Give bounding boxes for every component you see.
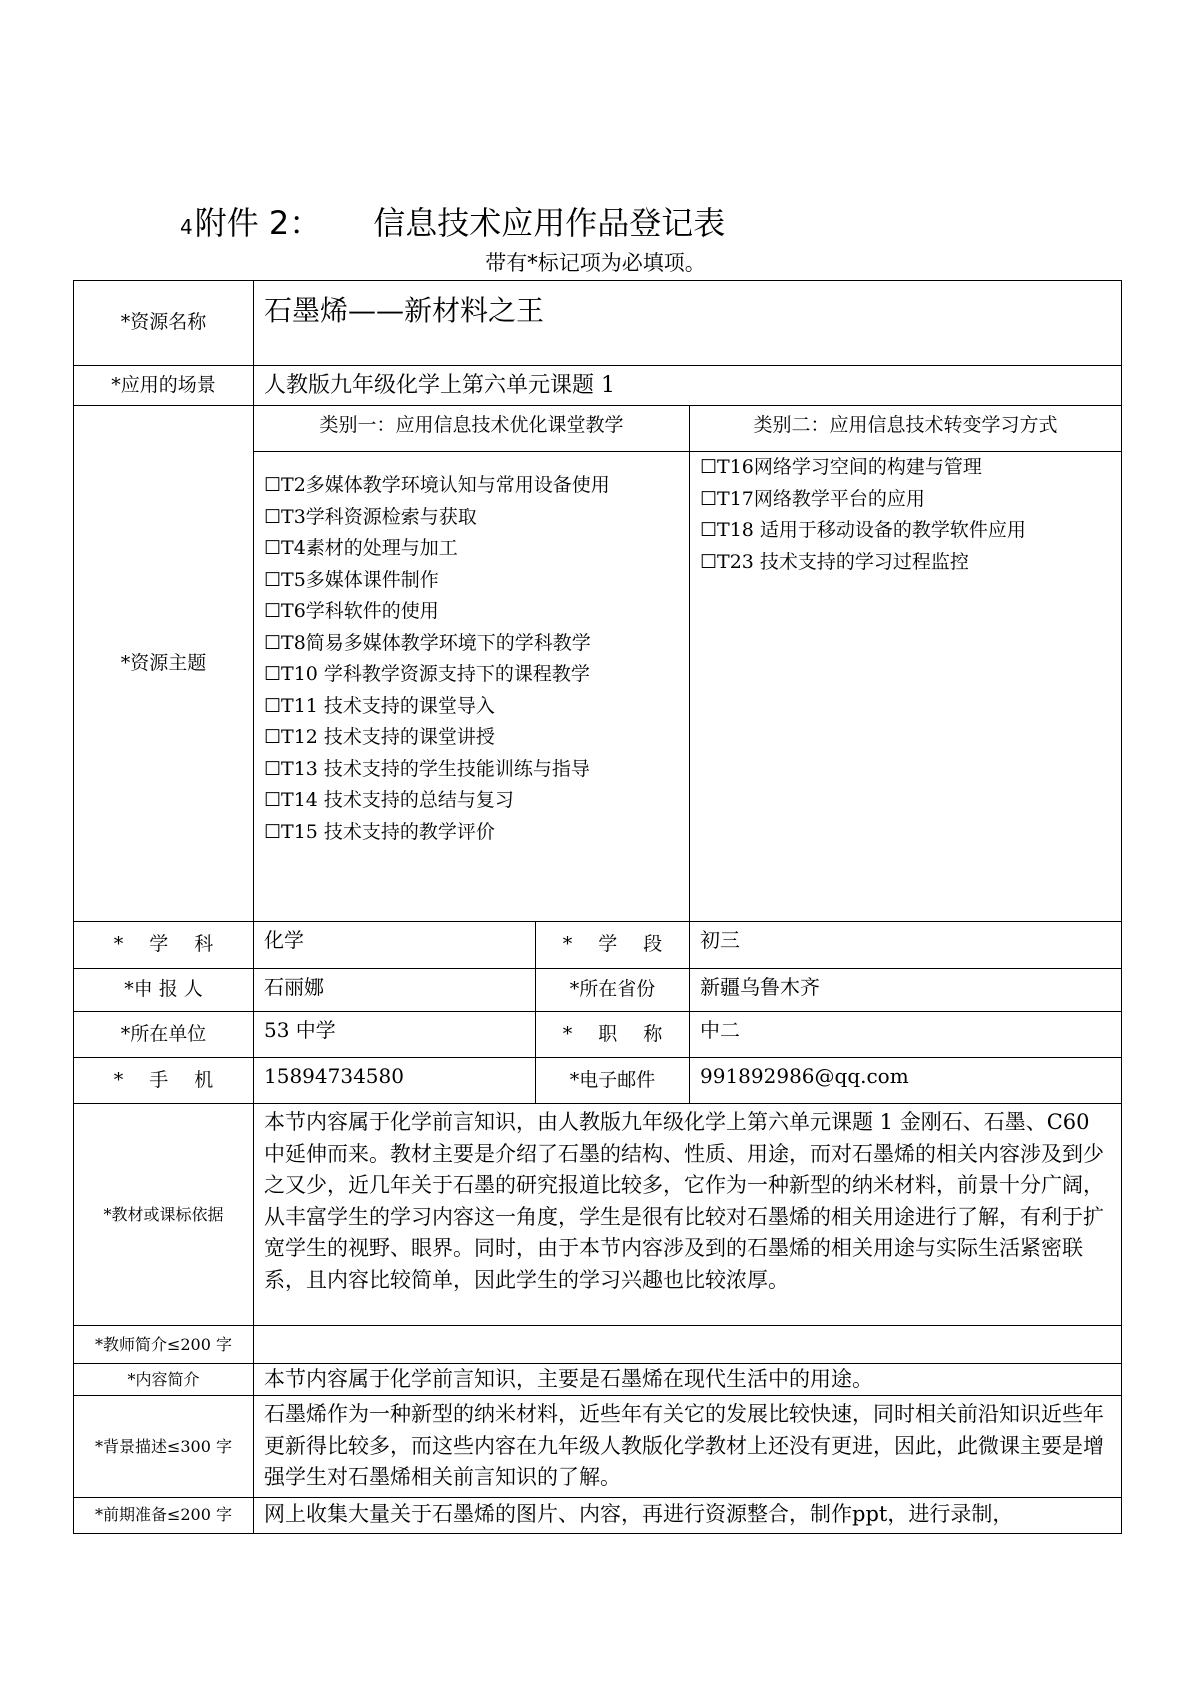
label-title-rank: *职称	[536, 1012, 690, 1058]
label-background: *背景描述≤300 字	[74, 1396, 254, 1498]
label-teacher-intro: *教师简介≤200 字	[74, 1326, 254, 1364]
field-resource-name[interactable]: 石墨烯——新材料之王	[254, 281, 1122, 366]
label-topics: *资源主题	[74, 406, 254, 922]
label-email: *电子邮件	[536, 1058, 690, 1104]
row-content-intro	[74, 1364, 1122, 1396]
topic-option[interactable]: ☐T18 适用于移动设备的教学软件应用	[700, 519, 1026, 541]
form-header	[180, 198, 725, 244]
label-subject: *学科	[74, 922, 254, 969]
topic-option[interactable]: ☐T8简易多媒体教学环境下的学科教学	[264, 631, 591, 654]
form-title: 信息技术应用作品登记表	[373, 204, 726, 242]
topic-option[interactable]: ☐T15 技术支持的教学评价	[264, 820, 495, 843]
topic-option[interactable]: ☐T13 技术支持的学生技能训练与指导	[264, 757, 590, 780]
topic-option[interactable]: ☐T17网络教学平台的应用	[700, 487, 925, 510]
row-applicant	[74, 969, 1122, 1012]
page-number: 4	[180, 215, 193, 239]
row-basis	[74, 1104, 1122, 1326]
row-preparation	[74, 1497, 1122, 1533]
topic-option[interactable]: ☐T6学科软件的使用	[264, 600, 439, 622]
field-content-intro[interactable]: 本节内容属于化学前言知识，主要是石墨烯在现代生活中的用途。	[254, 1364, 1122, 1396]
field-unit[interactable]: 53 中学	[254, 1012, 536, 1058]
row-teacher-intro	[74, 1326, 1122, 1364]
category2-options	[690, 452, 1122, 922]
label-resource-name: *资源名称	[74, 281, 254, 366]
label-applicant: *申 报 人	[74, 969, 254, 1012]
row-resource-name	[74, 281, 1122, 366]
topic-option[interactable]: ☐T14 技术支持的总结与复习	[264, 789, 514, 811]
category1-title: 类别一：应用信息技术优化课堂教学	[254, 406, 690, 452]
attachment-label: 附件 2：	[194, 204, 322, 242]
label-preparation: *前期准备≤200 字	[74, 1497, 254, 1533]
label-scenario: *应用的场景	[74, 366, 254, 406]
label-province: *所在省份	[536, 969, 690, 1012]
registration-form	[73, 280, 1122, 1534]
label-unit: *所在单位	[74, 1012, 254, 1058]
field-title-rank[interactable]: 中二	[690, 1012, 1122, 1058]
topic-option[interactable]: ☐T16网络学习空间的构建与管理	[700, 456, 982, 478]
field-teacher-intro[interactable]	[254, 1326, 1122, 1364]
label-phone: *手机	[74, 1058, 254, 1104]
row-subject	[74, 922, 1122, 969]
row-background	[74, 1396, 1122, 1498]
field-preparation[interactable]: 网上收集大量关于石墨烯的图片、内容，再进行资源整合，制作ppt，进行录制，	[254, 1497, 1122, 1533]
topic-option[interactable]: ☐T4素材的处理与加工	[264, 537, 458, 559]
label-content-intro: *内容简介	[74, 1364, 254, 1396]
row-phone	[74, 1058, 1122, 1104]
category2-title: 类别二：应用信息技术转变学习方式	[690, 406, 1122, 452]
row-unit	[74, 1012, 1122, 1058]
topic-option[interactable]: ☐T11 技术支持的课堂导入	[264, 694, 495, 717]
field-stage[interactable]: 初三	[690, 922, 1122, 969]
field-province[interactable]: 新疆乌鲁木齐	[690, 969, 1122, 1012]
required-note: 带有*标记项为必填项。	[485, 251, 706, 275]
field-scenario[interactable]: 人教版九年级化学上第六单元课题 1	[254, 366, 1122, 406]
topic-option[interactable]: ☐T10 学科教学资源支持下的课程教学	[264, 663, 590, 685]
field-phone[interactable]: 15894734580	[254, 1058, 536, 1104]
topic-option[interactable]: ☐T3学科资源检索与获取	[264, 505, 477, 528]
row-scenario	[74, 366, 1122, 406]
topic-option[interactable]: ☐T23 技术支持的学习过程监控	[700, 550, 969, 573]
field-background[interactable]: 石墨烯作为一种新型的纳米材料，近些年有关它的发展比较快速，同时相关前沿知识近些年更新得比较多，而这些内容在九年级人教版化学教材上还没有更进，因此，此微课主要是增强学生对石墨烯相关前言知识的了解。	[254, 1396, 1122, 1498]
category1-options	[254, 452, 690, 922]
row-topics-header	[74, 406, 1122, 452]
label-basis: *教材或课标依据	[74, 1104, 254, 1326]
field-subject[interactable]: 化学	[254, 922, 536, 969]
topic-option[interactable]: ☐T2多媒体教学环境认知与常用设备使用	[264, 474, 610, 496]
field-email[interactable]: 991892986@qq.com	[690, 1058, 1122, 1104]
topic-option[interactable]: ☐T5多媒体课件制作	[264, 568, 439, 591]
label-stage: *学段	[536, 922, 690, 969]
topic-option[interactable]: ☐T12 技术支持的课堂讲授	[264, 726, 495, 748]
field-applicant[interactable]: 石丽娜	[254, 969, 536, 1012]
field-basis[interactable]: 本节内容属于化学前言知识，由人教版九年级化学上第六单元课题 1 金刚石、石墨、C60 中延伸而来。教材主要是介绍了石墨的结构、性质、用途，而对石墨烯的相关内容涉及到少之又少，近几年关于石墨的研究报道比较多，它作为一种新型的纳米材料，前景十分广阔，从丰富学生的学习内容这一角度，学生是很有比较对石墨烯的相关用途进行了解，有利于扩宽学生的视野、眼界。同时，由于本节内容涉及到的石墨烯的相关用途与实际生活紧密联系，且内容比较简单，因此学生的学习兴趣也比较浓厚。	[254, 1104, 1122, 1326]
